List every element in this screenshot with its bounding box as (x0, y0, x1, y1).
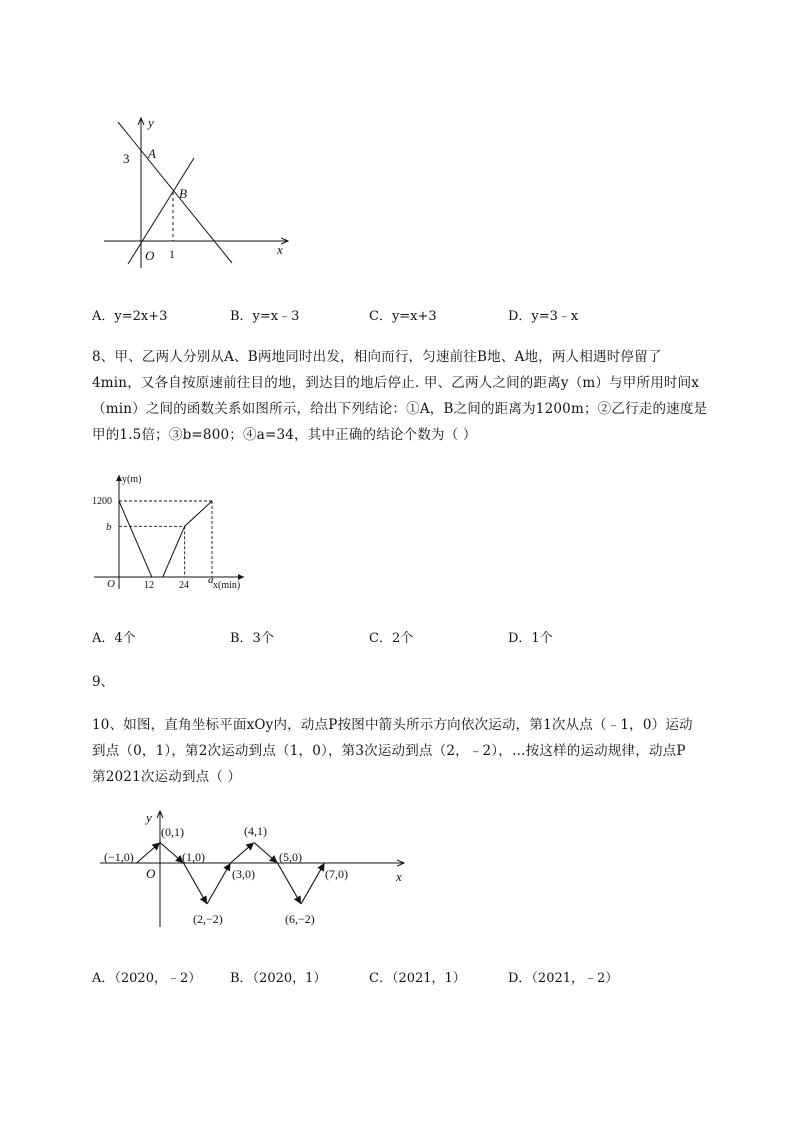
point-label-2-m2: (2,−2) (193, 912, 223, 926)
label-B: B (179, 186, 187, 201)
q8-option-a[interactable]: A．4个 (92, 631, 136, 646)
q10-line-3: 第2021次运动到点（ ） (92, 769, 242, 785)
q9-number: 9、 (92, 674, 115, 690)
q8-line-1: 8、甲、乙两人分别从A、B两地同时出发，相向而行，匀速前往B地、A地，两人相遇时停留了 (92, 349, 662, 365)
q8-distance-chart (86, 465, 256, 595)
distance-series-line (119, 501, 212, 577)
zigzag-label-x: x (396, 869, 402, 884)
point-label-m1-0: (−1,0) (104, 850, 134, 864)
point-label-1-0: (1,0) (182, 850, 205, 864)
q10-zigzag-figure (96, 805, 416, 935)
q7-option-c[interactable]: C．y=x+3 (369, 309, 437, 324)
move-segment-8 (301, 863, 325, 904)
point-label-6-m2: (6,−2) (285, 912, 315, 926)
q10-line-1: 10、如图，直角坐标平面xOy内，动点P按图中箭头所示方向依次运动，第1次从点（﹣1，0）运动 (92, 717, 693, 733)
point-label-3-0: (3,0) (232, 867, 255, 881)
tick-1200: 1200 (92, 496, 112, 507)
q8-option-d[interactable]: D．1个 (508, 631, 553, 646)
point-label-0-1: (0,1) (161, 825, 184, 839)
q10-option-a[interactable]: A．（2020，﹣2） (92, 971, 202, 986)
increasing-line (128, 158, 194, 264)
q7-option-a[interactable]: A．y=2x+3 (92, 309, 168, 324)
tick-24: 24 (179, 580, 189, 591)
move-segment-6 (254, 843, 278, 864)
q10-option-d[interactable]: D．（2021，﹣2） (508, 971, 619, 986)
label-y: y (148, 115, 154, 130)
label-x: x (277, 242, 283, 257)
label-O: O (145, 248, 155, 263)
zigzag-label-y: y (146, 810, 152, 825)
move-segment-7 (278, 863, 302, 904)
chart-ylabel: y(m) (122, 474, 142, 485)
q10-option-b[interactable]: B．（2020，1） (230, 971, 327, 986)
q8-option-c[interactable]: C．2个 (369, 631, 414, 646)
move-segment-4 (207, 863, 231, 904)
label-A: A (148, 146, 156, 161)
chart-xlabel: x(min) (213, 580, 241, 591)
q7-option-b[interactable]: B．y=x﹣3 (230, 309, 300, 324)
q8-line-2: 4min，又各自按原速前往目的地，到达目的地后停止. 甲、乙两人之间的距离y（m）与甲所用时间x (92, 375, 700, 391)
tick-b: b (106, 521, 112, 533)
move-segment-2 (160, 843, 184, 864)
point-label-5-0: (5,0) (279, 850, 302, 864)
q8-option-b[interactable]: B．3个 (230, 631, 274, 646)
figure-1-line-graph (96, 110, 296, 270)
point-label-7-0: (7,0) (325, 867, 348, 881)
q8-line-4: 甲的1.5倍；③b=800；④a=34，其中正确的结论个数为（ ） (92, 427, 477, 443)
label-1: 1 (169, 247, 175, 261)
q8-line-3: （min）之间的函数关系如图所示，给出下列结论：①A，B之间的距离为1200m；②乙行走的速度是 (92, 401, 708, 417)
label-3: 3 (123, 151, 130, 166)
q7-option-d[interactable]: D．y=3﹣x (508, 309, 579, 324)
tick-a: a (208, 574, 214, 586)
tick-12: 12 (144, 580, 154, 591)
move-segment-5 (231, 843, 255, 864)
point-label-4-1: (4,1) (244, 824, 267, 838)
zigzag-label-O: O (146, 866, 156, 881)
q10-line-2: 到点（0，1），第2次运动到点（1，0），第3次运动到点（2，﹣2），…按这样的运动规律，动点P (92, 743, 686, 759)
move-segment-1 (137, 843, 161, 864)
tick-O: O (107, 578, 115, 590)
decreasing-line (118, 122, 232, 263)
q10-option-c[interactable]: C．（2021，1） (369, 971, 466, 986)
move-segment-3 (184, 863, 208, 904)
